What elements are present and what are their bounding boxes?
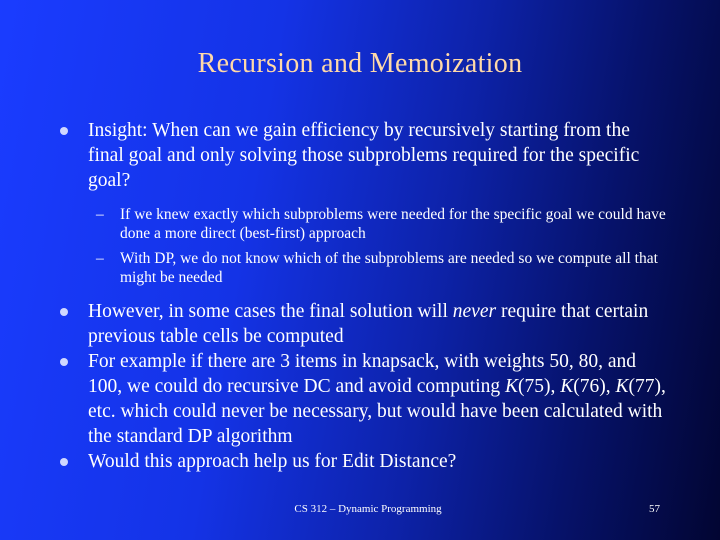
bullet-never-emphasis: never	[452, 301, 497, 322]
bullet-edit-distance-text: Would this approach help us for Edit Distance?	[88, 451, 457, 472]
slide-footer: CS 312 – Dynamic Programming	[294, 503, 442, 515]
bullet-marker-icon	[60, 458, 68, 466]
dash-marker: –	[96, 206, 104, 223]
page-number: 57	[649, 503, 660, 515]
k-arg-77-rest: (77), etc. which could never be necessary, but would have been calculated with the standard DP algorithm	[88, 376, 666, 447]
sub-bullet-dp	[60, 249, 670, 287]
bullet-never-text-post: require that certain previous table cells be computed	[88, 301, 649, 347]
bullet-never-text-pre: However, in some cases the final solution will	[88, 301, 453, 322]
bullet-list	[60, 118, 670, 474]
bullet-knapsack-example	[60, 349, 670, 449]
sub-bullet-best-first-text: If we knew exactly which subproblems were needed for the specific goal we could have done a more direct (best-first) approach	[120, 206, 666, 242]
bullet-insight	[60, 118, 670, 193]
k-arg-75: (75),	[518, 376, 561, 397]
bullet-marker-icon	[60, 127, 68, 135]
k-symbol: K	[560, 376, 574, 397]
bullet-edit-distance	[60, 449, 670, 474]
k-symbol: K	[505, 376, 519, 397]
k-symbol: K	[615, 376, 629, 397]
dash-marker: –	[96, 250, 104, 267]
slide-title: Recursion and Memoization	[197, 48, 523, 79]
sub-bullet-best-first	[60, 205, 670, 243]
k-arg-76: (76),	[573, 376, 616, 397]
bullet-knapsack-text-pre: For example if there are 3 items in knapsack, with weights 50, 80, and 100, we could do recursive DC and avoid computing	[88, 351, 637, 397]
bullet-marker-icon	[60, 308, 68, 316]
bullet-marker-icon	[60, 358, 68, 366]
sub-bullet-dp-text: With DP, we do not know which of the subproblems are needed so we compute all that might be needed	[120, 250, 658, 286]
bullet-insight-text: Insight: When can we gain efficiency by recursively starting from the final goal and only solving those subproblems required for the specific goal?	[88, 120, 640, 191]
bullet-never	[60, 299, 670, 349]
